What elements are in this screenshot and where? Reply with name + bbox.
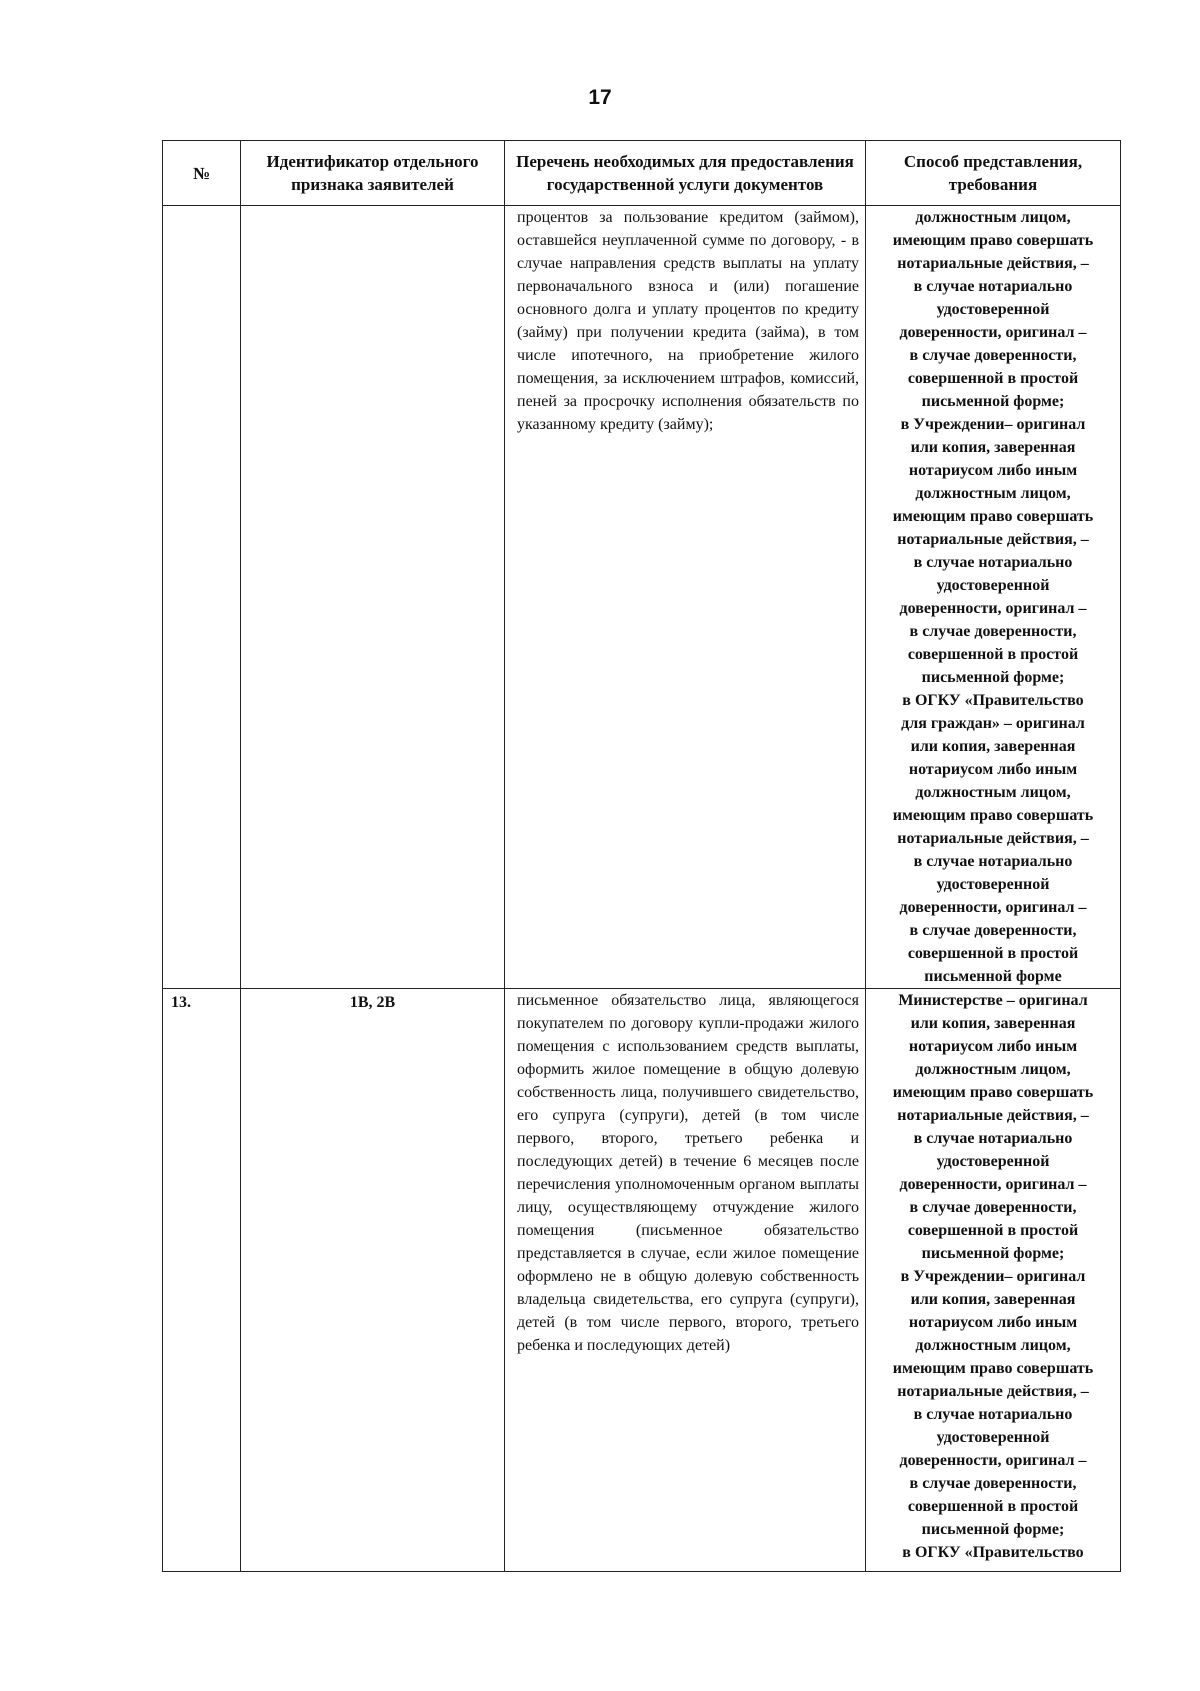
method-line: нотариальные действия, – bbox=[897, 255, 1089, 272]
method-line: совершенной в простой bbox=[907, 1498, 1079, 1515]
row-method bbox=[866, 989, 1121, 1572]
method-line: удостоверенной bbox=[936, 577, 1050, 594]
method-line: должностным лицом, bbox=[915, 1337, 1071, 1354]
method-line: письменной форме; bbox=[921, 393, 1065, 410]
method-line: имеющим право совершать bbox=[892, 1084, 1094, 1101]
method-line: нотариусом либо иным bbox=[908, 761, 1078, 778]
method-line: имеющим право совершать bbox=[892, 1360, 1094, 1377]
row-identifier: 1В, 2В bbox=[241, 989, 505, 1572]
row-number bbox=[163, 206, 241, 989]
header-number: № bbox=[163, 141, 241, 206]
table-row bbox=[163, 989, 1121, 1572]
method-line: в случае нотариально bbox=[913, 853, 1073, 870]
method-line: в случае нотариально bbox=[913, 278, 1073, 295]
method-line: доверенности, оригинал – bbox=[899, 600, 1087, 617]
row-method bbox=[866, 206, 1121, 989]
page-number: 17 bbox=[588, 86, 612, 109]
method-line: удостоверенной bbox=[936, 301, 1050, 318]
method-line: нотариальные действия, – bbox=[897, 830, 1089, 847]
method-line: письменной форме; bbox=[921, 669, 1065, 686]
method-line: должностным лицом, bbox=[915, 485, 1071, 502]
method-line: совершенной в простой bbox=[907, 945, 1079, 962]
method-line: в ОГКУ «Правительство bbox=[902, 1544, 1084, 1561]
method-line: нотариальные действия, – bbox=[897, 1107, 1089, 1124]
method-line: должностным лицом, bbox=[915, 209, 1071, 226]
row-documents: письменное обязательство лица, являющегося покупателем по договору купли-продажи жилого помещения с использованием средств выплаты, оформить жилое помещение в общую долевую собственность лица, получившего свидетельство, его супруга (супруги), детей (в том числе первого, второго, третьего ребенка и последующих детей) в течение 6 месяцев после перечисления уполномоченным органом выплаты лицу, осуществляющему отчуждение жилого помещения (письменное обязательство представляется в случае, если жилое помещение оформлено не в общую долевую собственность владельца свидетельства, его супруга (супруги), детей (в том числе первого, второго, третьего ребенка и последующих детей) bbox=[505, 989, 866, 1572]
method-line: или копия, заверенная bbox=[910, 439, 1076, 456]
method-line: доверенности, оригинал – bbox=[899, 899, 1087, 916]
method-line: должностным лицом, bbox=[915, 784, 1071, 801]
header-method: Способ представления, требования bbox=[866, 141, 1121, 206]
requirements-table bbox=[162, 140, 1121, 1572]
header-documents: Перечень необходимых для предоставления государственной услуги документов bbox=[505, 141, 866, 206]
method-line: в случае доверенности, bbox=[909, 623, 1077, 640]
method-line: нотариусом либо иным bbox=[908, 1038, 1078, 1055]
method-line: письменной форме bbox=[924, 968, 1062, 985]
method-line: доверенности, оригинал – bbox=[899, 1176, 1087, 1193]
method-line: в случае доверенности, bbox=[909, 922, 1077, 939]
row-number: 13. bbox=[163, 989, 241, 1572]
method-line: в случае доверенности, bbox=[909, 1475, 1077, 1492]
method-line: нотариальные действия, – bbox=[897, 1383, 1089, 1400]
method-line: в Учреждении– оригинал bbox=[900, 416, 1086, 433]
method-line: должностным лицом, bbox=[915, 1061, 1071, 1078]
method-line: в случае нотариально bbox=[913, 554, 1073, 571]
method-line: совершенной в простой bbox=[907, 370, 1079, 387]
header-identifier: Идентификатор отдельного признака заявителей bbox=[241, 141, 505, 206]
method-line: в случае доверенности, bbox=[909, 1199, 1077, 1216]
method-line: в Учреждении– оригинал bbox=[900, 1268, 1086, 1285]
method-line: письменной форме; bbox=[921, 1245, 1065, 1262]
method-line: доверенности, оригинал – bbox=[899, 324, 1087, 341]
method-line: в случае нотариально bbox=[913, 1406, 1073, 1423]
method-line: нотариальные действия, – bbox=[897, 531, 1089, 548]
method-line: в ОГКУ «Правительство bbox=[902, 692, 1084, 709]
table-row bbox=[163, 206, 1121, 989]
method-line: совершенной в простой bbox=[907, 646, 1079, 663]
method-line: удостоверенной bbox=[936, 1429, 1050, 1446]
method-line: нотариусом либо иным bbox=[908, 1314, 1078, 1331]
method-line: Министерстве – оригинал bbox=[898, 992, 1088, 1009]
row-documents: процентов за пользование кредитом (займом), оставшейся неуплаченной сумме по договору, - в случае направления средств выплаты на уплату первоначального взноса и (или) погашение основного долга и уплату процентов по кредиту (займу) при получении кредита (займа), в том числе ипотечного, на приобретение жилого помещения, за исключением штрафов, комиссий, пеней за просрочку исполнения обязательств по указанному кредиту (займу); bbox=[505, 206, 866, 989]
method-line: в случае нотариально bbox=[913, 1130, 1073, 1147]
method-line: совершенной в простой bbox=[907, 1222, 1079, 1239]
method-line: письменной форме; bbox=[921, 1521, 1065, 1538]
method-line: или копия, заверенная bbox=[910, 1291, 1076, 1308]
row-identifier bbox=[241, 206, 505, 989]
method-line: удостоверенной bbox=[936, 876, 1050, 893]
method-line: или копия, заверенная bbox=[910, 738, 1076, 755]
table-header-row bbox=[163, 141, 1121, 206]
method-line: имеющим право совершать bbox=[892, 232, 1094, 249]
method-line: удостоверенной bbox=[936, 1153, 1050, 1170]
method-line: для граждан» – оригинал bbox=[901, 715, 1085, 732]
method-line: доверенности, оригинал – bbox=[899, 1452, 1087, 1469]
method-line: имеющим право совершать bbox=[892, 807, 1094, 824]
method-line: нотариусом либо иным bbox=[908, 462, 1078, 479]
method-line: в случае доверенности, bbox=[909, 347, 1077, 364]
method-line: или копия, заверенная bbox=[910, 1015, 1076, 1032]
method-line: имеющим право совершать bbox=[892, 508, 1094, 525]
